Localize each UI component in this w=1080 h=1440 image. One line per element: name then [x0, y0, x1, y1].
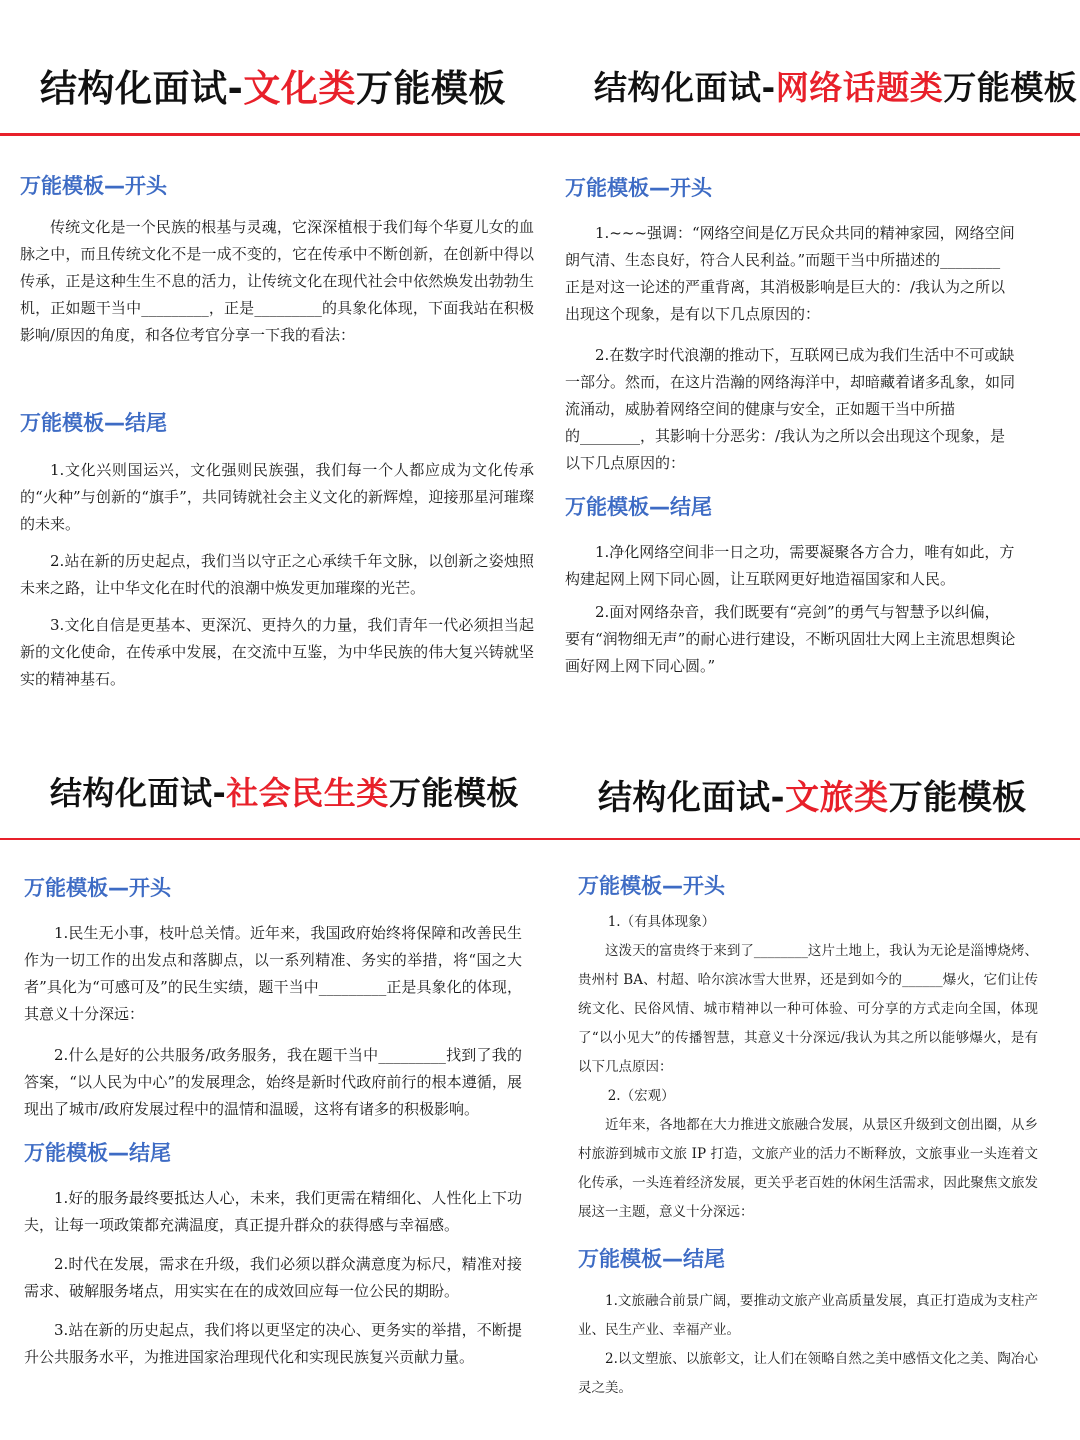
closing-item: 2.时代在发展，需求在升级，我们必须以群众满意度为标尺，精准对接需求、破解服务堵点，用实实在在的成效回应每一位公民的期盼。 — [24, 1255, 522, 1300]
title-prefix: 结构化面试- — [40, 67, 244, 110]
panel-tourism — [578, 870, 1038, 1430]
opening-text: 这泼天的富贵终于来到了________这片土地上，我认为无论是淄博烧烤、贵州村 BA、村超、哈尔滨冰雪大世界，还是到如今的______爆火，它们让传统文化、民俗风情、城市精神以一种可体验、可分享的方式走向全国，体现了“以小见大”的传播智慧，其意义十分深远/我认为其之所以能够爆火，是有以下几点原因： — [578, 943, 1038, 1075]
closing-item-1 — [565, 539, 1080, 593]
title-accent: 社会民生类 — [226, 774, 389, 812]
closing-heading: 万能模板—结尾 — [24, 1141, 171, 1165]
divider-top — [0, 133, 1080, 136]
text-line: 流涌动，威胁着网络空间的健康与安全，正如题干当中所描 — [565, 400, 956, 418]
closing-item: 1.好的服务最终要抵达人心，未来，我们更需在精细化、人性化上下功夫，让每一项政策都充满温度，真正提升群众的获得感与幸福感。 — [24, 1189, 522, 1234]
closing-item: 1.文旅融合前景广阔，要推动文旅产业高质量发展，真正打造成为支柱产业、民生产业、幸福产业。 — [578, 1293, 1038, 1338]
title-prefix: 结构化面试- — [50, 774, 227, 812]
opening-heading: 万能模板—开头 — [578, 874, 725, 898]
text-line: 以下几点原因的： — [565, 454, 686, 472]
title-accent: 文化类 — [243, 67, 356, 110]
closing-item: 3.文化自信是更基本、更深沉、更持久的力量，我们青年一代必须担当起新的文化使命，在传承中发展，在交流中互鉴，为中华民族的伟大复兴铸就坚实的精神基石。 — [20, 616, 534, 688]
title-accent: 网络话题类 — [775, 68, 944, 107]
subheading: 2.（宏观） — [607, 1088, 675, 1104]
opening-heading: 万能模板—开头 — [565, 176, 712, 200]
opening-item-2 — [565, 342, 1080, 477]
text-line: 1.~~~强调：“网络空间是亿万民众共同的精神家园，网络空间 — [595, 224, 1015, 242]
closing-heading: 万能模板—结尾 — [578, 1247, 725, 1271]
title-suffix: 万能模板 — [943, 68, 1078, 107]
opening-item: 2.什么是好的公共服务/政务服务，我在题干当中_________找到了我的答案，“以人民为中心”的发展理念，始终是新时代政府前行的根本遵循，展现出了城市/政府发展过程中的温情和温暖，这将有诸多的积极影响。 — [24, 1046, 522, 1118]
title-suffix: 万能模板 — [388, 774, 519, 812]
text-line: 1.净化网络空间非一日之功，需要凝聚各方合力，唯有如此，方 — [595, 543, 1015, 561]
opening-item: 1.民生无小事，枝叶总关情。近年来，我国政府始终将保障和改善民生作为一切工作的出发点和落脚点，以一系列精准、务实的举措，将“国之大者”具化为“可感可及”的民生实绩，题干当中_________正是具象化的体现，其意义十分深远： — [24, 924, 522, 1023]
panel-network — [565, 172, 1080, 732]
title-suffix: 万能模板 — [355, 67, 506, 110]
opening-heading: 万能模板—开头 — [20, 174, 167, 198]
title-prefix: 结构化面试- — [598, 778, 786, 818]
divider-bottom — [0, 838, 1080, 840]
panel-livelihood — [24, 872, 522, 1432]
title-livelihood — [50, 768, 519, 814]
subheading: 1.（有具体现象） — [607, 914, 716, 930]
opening-heading: 万能模板—开头 — [24, 876, 171, 900]
text-line: 2.面对网络杂音，我们既要有“亮剑”的勇气与智慧予以纠偏， — [595, 603, 1000, 621]
closing-item: 1.文化兴则国运兴，文化强则民族强，我们每一个人都应成为文化传承的“火种”与创新的“旗手”，共同铸就社会主义文化的新辉煌，迎接那星河璀璨的未来。 — [20, 461, 534, 533]
text-line: 正是对这一论述的严重背离，其消极影响是巨大的：/我认为之所以 — [565, 278, 1006, 296]
text-line: 朗气清、生态良好，符合人民利益。”而题干当中所描述的________ — [565, 251, 1001, 269]
title-tourism — [598, 770, 1027, 819]
opening-item-1 — [565, 220, 1080, 328]
closing-heading: 万能模板—结尾 — [20, 411, 167, 435]
closing-item: 2.以文塑旅、以旅彰文，让人们在领略自然之美中感悟文化之美、陶冶心灵之美。 — [578, 1351, 1038, 1396]
title-suffix: 万能模板 — [888, 778, 1027, 818]
text-line: 的________，其影响十分恶劣：/我认为之所以会出现这个现象，是 — [565, 427, 1006, 445]
closing-item: 2.站在新的历史起点，我们当以守正之心承续千年文脉，以创新之姿烛照未来之路，让中华文化在时代的浪潮中焕发更加璀璨的光芒。 — [20, 552, 534, 597]
panel-culture — [20, 170, 534, 730]
text-line: 要有“润物细无声”的耐心进行建设，不断巩固壮大网上主流思想舆论 — [565, 630, 1016, 648]
title-culture — [40, 58, 506, 112]
closing-item: 3.站在新的历史起点，我们将以更坚定的决心、更务实的举措，不断提升公共服务水平，为推进国家治理现代化和实现民族复兴贡献力量。 — [24, 1321, 522, 1366]
text-line: 画好网上网下同心圆。” — [565, 657, 716, 675]
text-line: 出现这个现象，是有以下几点原因的： — [565, 305, 821, 323]
opening-text: 近年来，各地都在大力推进文旅融合发展，从景区升级到文创出圈，从乡村旅游到城市文旅 IP 打造，文旅产业的活力不断释放，文旅事业一头连着文化传承，一头连着经济发展，更关乎老百姓的休闲生活需求，因此聚焦文旅发展这一主题，意义十分深远： — [578, 1117, 1038, 1220]
opening-text: 传统文化是一个民族的根基与灵魂，它深深植根于我们每个华夏儿女的血脉之中，而且传统文化不是一成不变的，它在传承中不断创新，在创新中得以传承，正是这种生生不息的活力，让传统文化在现代社会中依然焕发出勃勃生机，正如题干当中_________，正是_________的具象化体现，下面我站在积极影响/原因的角度，和各位考官分享一下我的看法： — [20, 218, 534, 344]
text-line: 2.在数字时代浪潮的推动下，互联网已成为我们生活中不可或缺 — [595, 346, 1015, 364]
title-network — [594, 62, 1077, 109]
title-accent: 文旅类 — [785, 778, 889, 818]
closing-item-2 — [565, 599, 1080, 680]
closing-heading: 万能模板—结尾 — [565, 495, 712, 519]
text-line: 构建起网上网下同心圆，让互联网更好地造福国家和人民。 — [565, 570, 956, 588]
text-line: 一部分。然而，在这片浩瀚的网络海洋中，却暗藏着诸多乱象，如同 — [565, 373, 1016, 391]
title-prefix: 结构化面试- — [594, 68, 776, 107]
